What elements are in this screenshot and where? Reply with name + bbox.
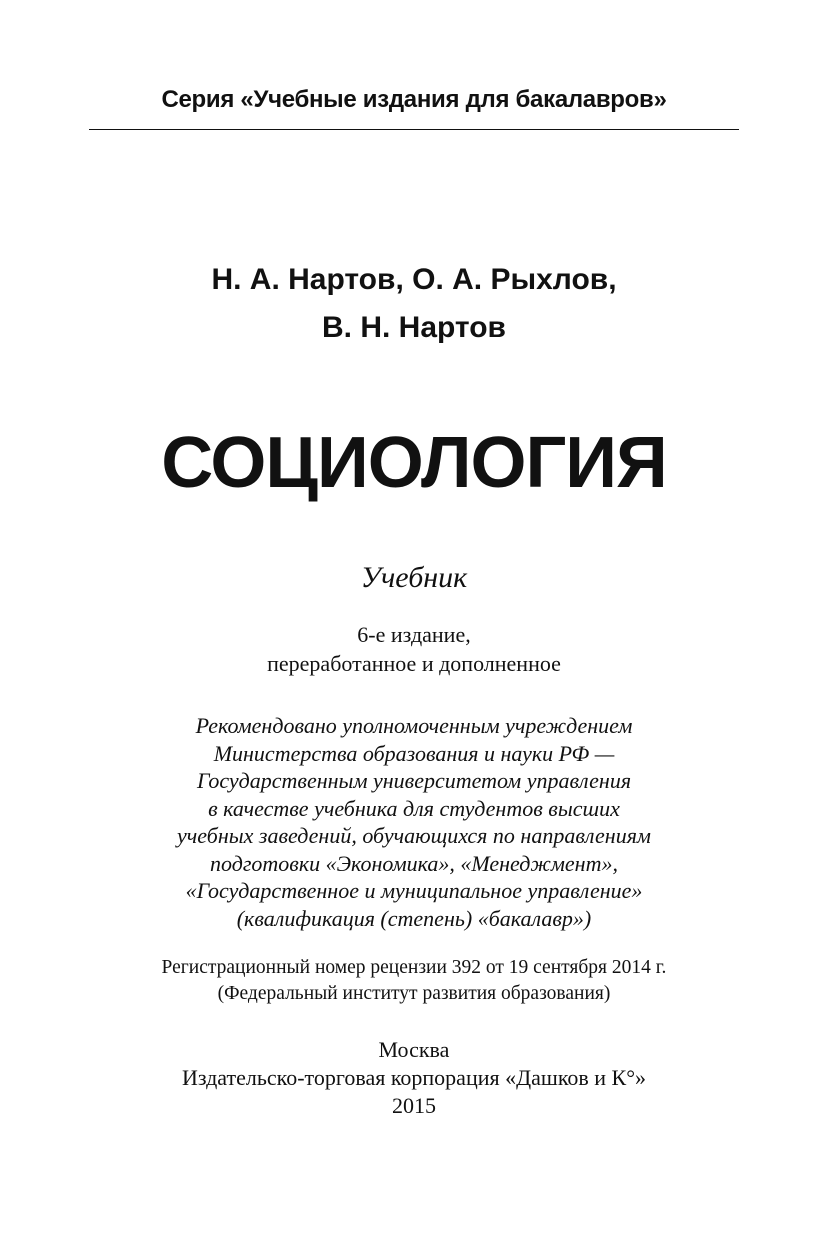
recommendation-note [0,712,828,932]
registration-info [0,955,828,1007]
recommendation-line: подготовки «Экономика», «Менеджмент», [210,850,618,876]
registration-line-2: (Федеральный институт развития образования) [217,983,611,1004]
authors-line-1: Н. А. Нартов, О. А. Рыхлов, [211,263,617,296]
imprint-city: Москва [378,1037,450,1062]
recommendation-line: Министерства образования и науки РФ — [213,740,615,766]
edition-line-2: переработанное и дополненное [267,651,561,676]
recommendation-line: «Государственное и муниципальное управление» [185,878,643,903]
registration-line-1: Регистрационный номер рецензии 392 от 19 сентября 2014 г. [161,957,667,978]
recommendation-line: Государственным университетом управления [196,768,632,793]
edition-line-1: 6-е издание, [357,622,471,647]
imprint [0,1036,828,1120]
book-title: СОЦИОЛОГИЯ [161,423,667,503]
authors-line-2: В. Н. Нартов [321,311,506,344]
recommendation-line: учебных заведений, обучающихся по направлениям [177,823,651,848]
imprint-year: 2015 [392,1093,436,1118]
recommendation-line: в качестве учебника для студентов высших [208,795,620,821]
recommendation-line: (квалификация (степень) «бакалавр») [236,905,592,931]
series-name: Серия «Учебные издания для бакалавров» [161,86,667,113]
header-rule [89,129,739,130]
authors [0,256,828,352]
book-type: Учебник [360,561,468,594]
edition-info [0,620,828,678]
recommendation-line: Рекомендовано уполномоченным учреждением [195,713,633,738]
imprint-publisher: Издательско-торговая корпорация «Дашков и К°» [181,1065,647,1090]
